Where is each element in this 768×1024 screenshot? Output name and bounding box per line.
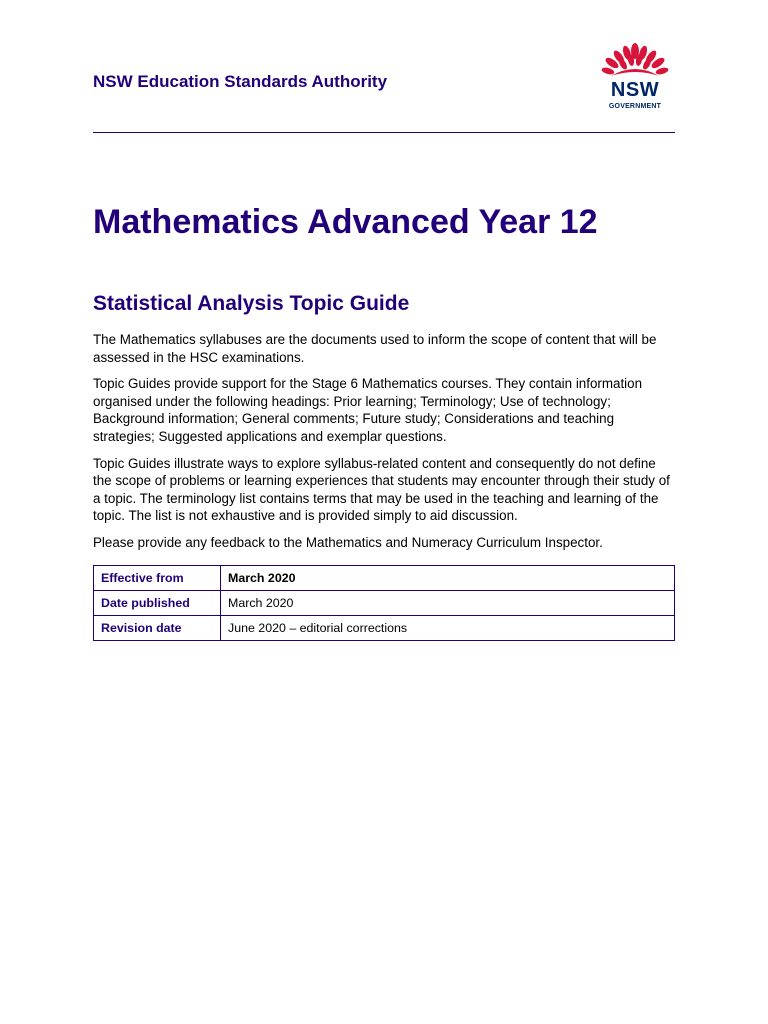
effective-from-label: Effective from — [94, 566, 221, 591]
nsw-government-logo — [601, 42, 669, 114]
logo-government-text: GOVERNMENT — [608, 103, 662, 110]
document-subtitle: Statistical Analysis Topic Guide — [93, 292, 410, 315]
paragraph: Topic Guides illustrate ways to explore syllabus-related content and consequently do not define the scope of problems or learning experiences that students may encounter through their study of a topic. The terminology list contains terms that may be used in the teaching and learning of the topic. The list is not exhaustive and is provided simply to aid discussion. — [93, 455, 670, 524]
revision-date-value: June 2020 – editorial corrections — [221, 616, 675, 641]
document-info-table — [93, 565, 675, 641]
date-published-value: March 2020 — [221, 591, 675, 616]
paragraph: Topic Guides provide support for the Stage 6 Mathematics courses. They contain information organised under the following headings: Prior learning; Terminology; Use of technology; Background information; General comments; Future study; Considerations and teaching strategies; Suggested applications and exemplar questions. — [93, 376, 643, 444]
document-title: Mathematics Advanced Year 12 — [93, 203, 598, 241]
table-row — [94, 591, 675, 616]
paragraph: The Mathematics syllabuses are the documents used to inform the scope of content that will be assessed in the HSC examinations. — [93, 332, 657, 365]
effective-from-value: March 2020 — [221, 566, 675, 591]
introduction-text — [93, 331, 677, 561]
waratah-flower-icon — [601, 42, 669, 80]
table-row — [94, 566, 675, 591]
logo-nsw-text: NSW — [610, 79, 660, 101]
paragraph: Please provide any feedback to the Mathematics and Numeracy Curriculum Inspector. — [93, 534, 603, 550]
date-published-label: Date published — [94, 591, 221, 616]
page-header — [93, 40, 675, 133]
organisation-name: NSW Education Standards Authority — [93, 72, 388, 91]
revision-date-label: Revision date — [94, 616, 221, 641]
table-row — [94, 616, 675, 641]
